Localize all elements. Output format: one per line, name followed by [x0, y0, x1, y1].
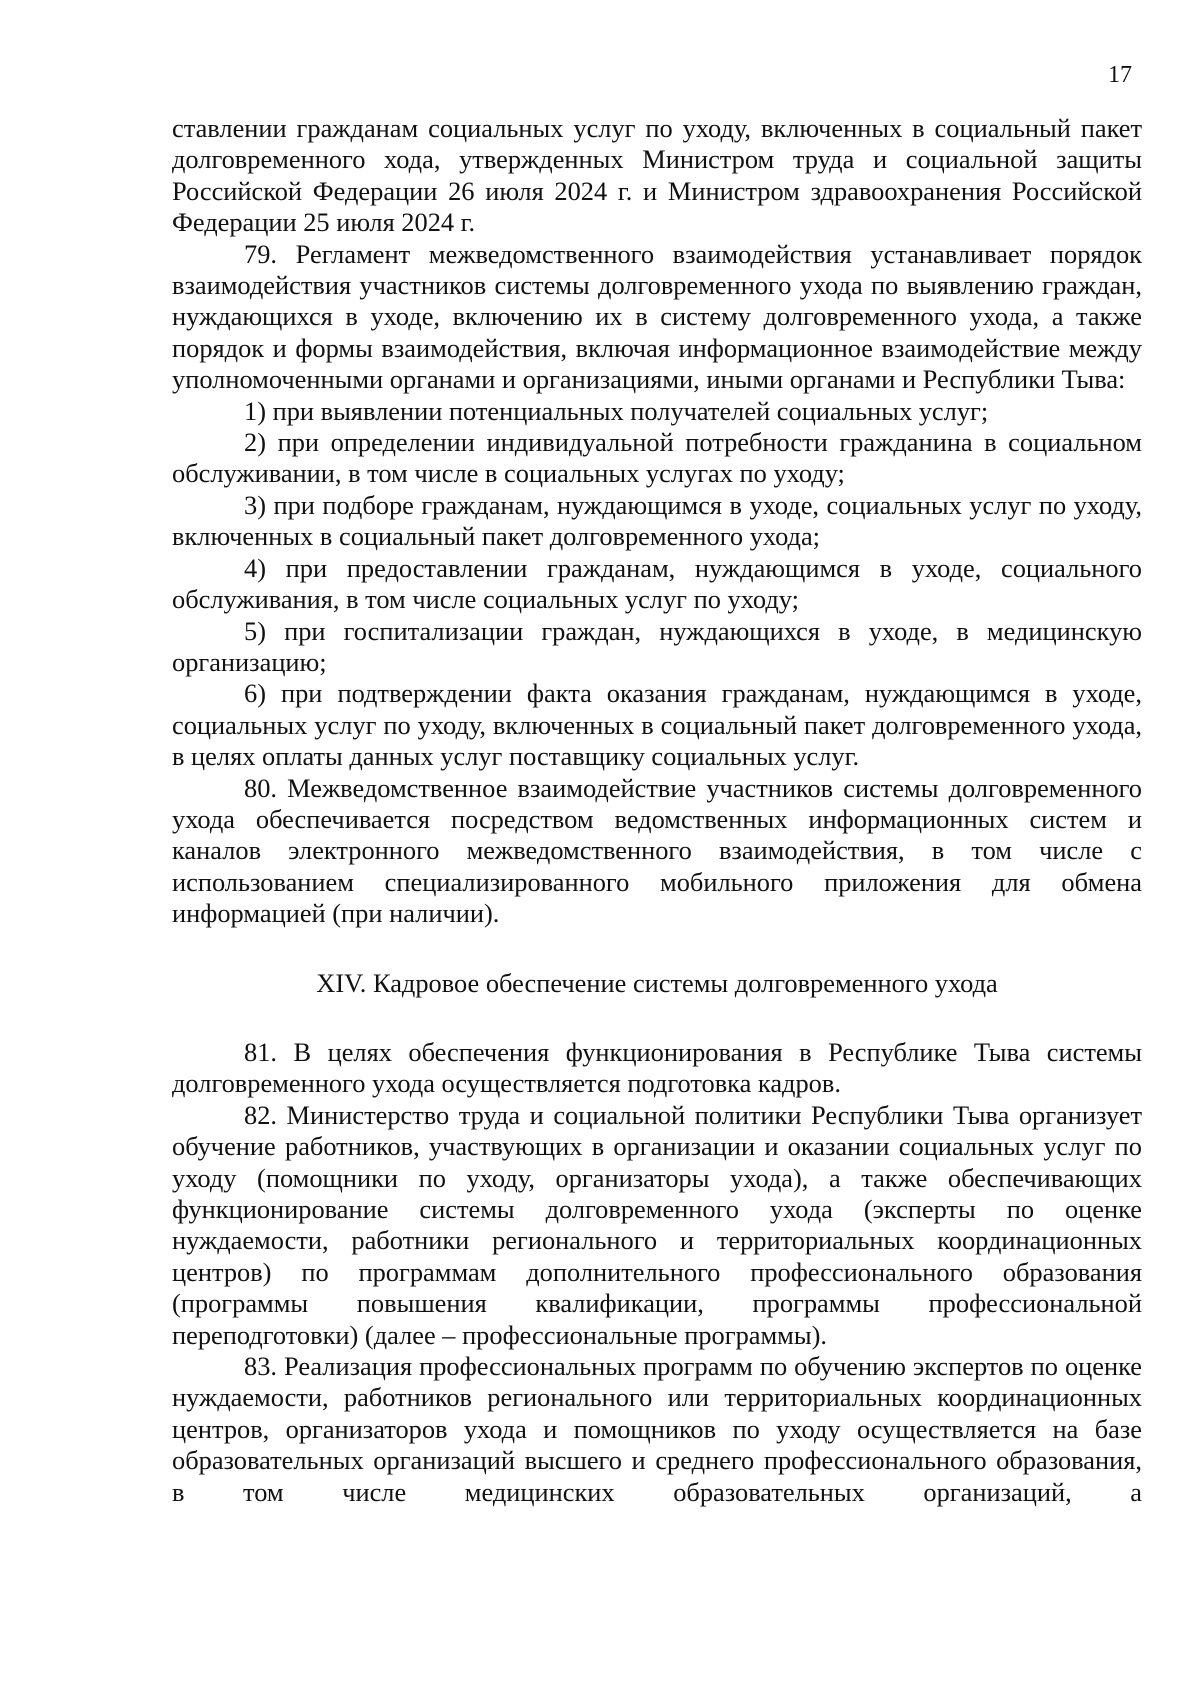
list-item-5: 5) при госпитализации граждан, нуждающихся в уходе, в медицинскую организацию;: [172, 615, 1142, 677]
paragraph-80: 80. Межведомственное взаимодействие участников системы долговременного ухода обеспечивается посредством ведомственных информационных систем и каналов электронного межведомственного взаимодействия, в том числе с использованием специализированного мобильного приложения для обмена информацией (при наличии).: [172, 772, 1142, 929]
paragraph-continuation: ставлении гражданам социальных услуг по уходу, включенных в социальный пакет долговременного хода, утвержденных Министром труда и социальной защиты Российской Федерации 26 июля 2024 г. и Министром здравоохранения Российской Федерации 25 июля 2024 г.: [172, 113, 1142, 238]
paragraph-82: 82. Министерство труда и социальной политики Республики Тыва организует обучение работников, участвующих в организации и оказании социальных услуг по уходу (помощники по уходу, организаторы ухода), а также обеспечивающих функционирование системы долговременного ухода (эксперты по оценке нуждаемости, работники регионального и территориальных координационных центров) по программам дополнительного профессионального образования (программы повышения квалификации, программы профессиональной переподготовки) (далее – профессиональные программы).: [172, 1099, 1142, 1350]
list-item-3: 3) при подборе гражданам, нуждающимся в уходе, социальных услуг по уходу, включенных в социальный пакет долговременного ухода;: [172, 489, 1142, 552]
paragraph-79: 79. Регламент межведомственного взаимодействия устанавливает порядок взаимодействия участников системы долговременного ухода по выявлению граждан, нуждающихся в уходе, включению их в систему долговременного ухода, а также порядок и формы взаимодействия, включая информационное взаимодействие между уполномоченными органами и организациями, иными органами и Республики Тыва:: [172, 238, 1142, 395]
list-item-4: 4) при предоставлении гражданам, нуждающимся в уходе, социального обслуживания, в том числе социальных услуг по уходу;: [172, 552, 1142, 615]
list-item-2: 2) при определении индивидуальной потребности гражданина в социальном обслуживании, в том числе в социальных услугах по уходу;: [172, 427, 1142, 489]
list-item-1: 1) при выявлении потенциальных получателей социальных услуг;: [244, 395, 989, 426]
list-item-6: 6) при подтверждении факта оказания гражданам, нуждающимся в уходе, социальных услуг по уходу, включенных в социальный пакет долговременного ухода, в целях оплаты данных услуг поставщику социальных услуг.: [172, 678, 1142, 772]
document-body: [172, 113, 1142, 1508]
paragraph-83: 83. Реализация профессиональных программ по обучению экспертов по оценке нуждаемости, работников регионального или территориальных координационных центров, организаторов ухода и помощников по уходу осуществляется на базе образовательных организаций высшего и среднего профессионального образования, в том числе медицинских образовательных организаций, а: [172, 1351, 1142, 1507]
page-number: 17: [1108, 62, 1132, 88]
section-heading-xiv: XIV. Кадровое обеспечение системы долговременного ухода: [316, 967, 998, 998]
paragraph-81: 81. В целях обеспечения функционирования в Республике Тыва системы долговременного ухода осуществляется подготовка кадров.: [172, 1036, 1142, 1099]
